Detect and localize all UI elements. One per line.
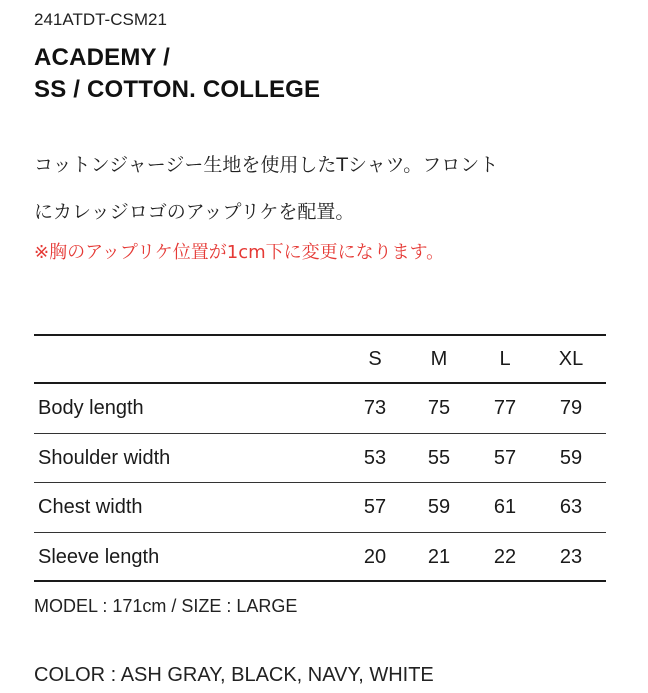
cell-value: 77 bbox=[493, 397, 517, 419]
description-line-2: にカレッジロゴのアップリケを配置。 bbox=[34, 201, 355, 223]
cell-value: 57 bbox=[363, 496, 387, 518]
cell-value: 20 bbox=[363, 546, 387, 568]
notice-text: ※胸のアップリケ位置が1cm下に変更になります。 bbox=[34, 242, 445, 263]
cell-value: 55 bbox=[427, 447, 451, 469]
cell-value: 53 bbox=[363, 447, 387, 469]
table-bottom-divider bbox=[34, 580, 606, 582]
product-code: 241ATDT-CSM21 bbox=[34, 10, 167, 29]
product-title-line-2: SS / COTTON. COLLEGE bbox=[34, 76, 321, 103]
cell-value: 59 bbox=[427, 496, 451, 518]
row-label: Body length bbox=[38, 397, 144, 419]
color-info: COLOR : ASH GRAY, BLACK, NAVY, WHITE bbox=[34, 664, 434, 686]
row-divider bbox=[34, 482, 606, 483]
cell-value: 75 bbox=[427, 397, 451, 419]
cell-value: 23 bbox=[559, 546, 583, 568]
cell-value: 63 bbox=[559, 496, 583, 518]
table-top-divider bbox=[34, 334, 606, 336]
product-title-line-1: ACADEMY / bbox=[34, 44, 171, 71]
header-size-m: M bbox=[430, 348, 448, 370]
row-label: Chest width bbox=[38, 496, 143, 518]
header-size-s: S bbox=[368, 348, 382, 370]
row-label: Sleeve length bbox=[38, 546, 160, 568]
cell-value: 21 bbox=[427, 546, 451, 568]
cell-value: 22 bbox=[493, 546, 517, 568]
row-divider bbox=[34, 433, 606, 434]
cell-value: 57 bbox=[493, 447, 517, 469]
header-size-xl: XL bbox=[558, 348, 584, 370]
row-label: Shoulder width bbox=[38, 447, 171, 469]
row-divider bbox=[34, 532, 606, 533]
table-header-divider bbox=[34, 382, 606, 384]
cell-value: 79 bbox=[559, 397, 583, 419]
cell-value: 61 bbox=[493, 496, 517, 518]
model-info: MODEL : 171cm / SIZE : LARGE bbox=[34, 596, 298, 616]
header-size-l: L bbox=[499, 348, 511, 370]
description-line-1: コットンジャージー生地を使用したTシャツ。フロント bbox=[34, 154, 499, 176]
cell-value: 59 bbox=[559, 447, 583, 469]
cell-value: 73 bbox=[363, 397, 387, 419]
